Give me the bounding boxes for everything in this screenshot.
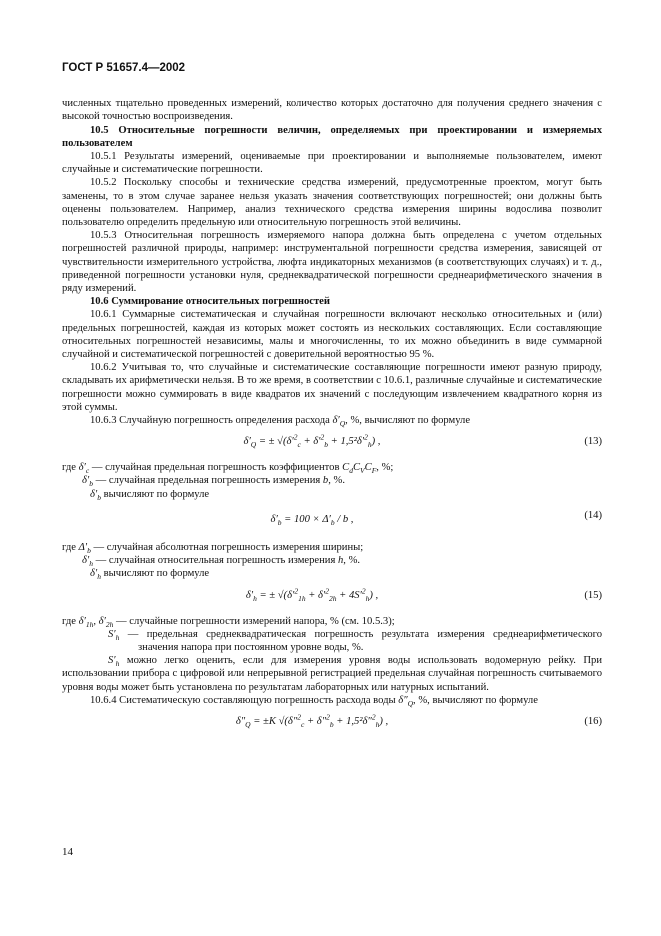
formula-13-expression: $\delta'_Q$ = ± $√(\delta'^2_c + \delta'^2_b + 1,5^2\delta'^2_h)$ , bbox=[243, 432, 381, 450]
formula-13 bbox=[62, 429, 602, 459]
p-10-6-4-text-b: , %, вычисляют по формуле bbox=[413, 694, 538, 706]
formula-13-number: (13) bbox=[584, 436, 602, 448]
def-Delta-b-text: — случайная абсолютная погрешность измерения ширины; bbox=[93, 541, 364, 553]
def-delta-c-tail: , %; bbox=[376, 462, 394, 474]
document-page bbox=[62, 62, 602, 741]
paragraph-10-6-4 bbox=[62, 694, 602, 707]
paragraph-note-registration: $S'_h$ можно легко оценить, если для измерения уровня воды использовать водомерную рейку. При использовании прибора с цифровой или непрерывной регистрацией предельная случайная погрешность считываемого уровня воды может быть установлена по результатам лабораторных или натурных испытаний. bbox=[62, 655, 602, 693]
calc-delta-b: $\delta'_b$ вычисляют по формуле bbox=[90, 488, 210, 502]
def-delta-b-tail: , %. bbox=[328, 475, 345, 487]
definition-delta-1h: где $\delta'_{1h}$, $\delta'_{2h}$ — случайные погрешности измерений напора, % (см. 10.5.3); bbox=[62, 615, 395, 629]
paragraph-10-6-1: 10.6.1 Суммарные систематическая и случайная погрешности включают несколько относительных и (или) предельных погрешностей, каждая из которых может состоять из нескольких составляющих. Если составляющие относительных погрешностей независимы, малы и многочисленны, то их можно объединить в виде суммарной случайной и систематической погрешностей с доверительной вероятностью 95 %. bbox=[62, 309, 602, 361]
formula-14 bbox=[62, 503, 602, 539]
def-delta-b-text: — случайная предельная погрешность измерения bbox=[95, 475, 321, 487]
p-10-6-4-text-a: 10.6.4 Систематическую составляющую погрешность расхода воды bbox=[90, 694, 399, 706]
formula-16 bbox=[62, 709, 602, 739]
def-delta-1h-text: — случайные погрешности измерений напора, % (см. 10.5.3); bbox=[116, 615, 395, 627]
definition-S-h: $S'_h$ — предельная среднеквадратическая погрешность результата измерения среднеарифметического значения напора при постоянном уровне воды, %. bbox=[108, 628, 602, 653]
page-number: 14 bbox=[62, 846, 73, 858]
formula-15-expression: $\delta'_h$ = ± $√(\delta'^2_{1h} + \delta'^2_{2h} + 4S'^2_h)$ , bbox=[245, 585, 379, 603]
def-delta-c-text: — случайная предельная погрешность коэффициентов bbox=[91, 462, 340, 474]
paragraph-10-5-2: 10.5.2 Поскольку способы и технические средства измерений, предусмотренные проектом, могут быть заменены, то в этом случае заранее нельзя указать значения соответствующих погрешностей; они должны быть оценены пользователем. Например, анализ технического средства измерения ширины водослива позволит пользователю определить предельную или относительную погрешность этой величины. bbox=[62, 177, 602, 229]
paragraph-10-5-3: 10.5.3 Относительная погрешность измеряемого напора должна быть определена с учетом отдельных погрешностей различной природы, например: инструментальной погрешности средства измерения, зависящей от чувствительности измерительного устройства, люфта индикаторных механизмов (в соответствующих случаях) и т. д., приведенной погрешности установки нуля, среднеквадратической погрешности среднеарифметического значения в ряду измерений. bbox=[62, 230, 602, 295]
definition-Delta-b: где $\Delta'_b$ — случайная абсолютная погрешность измерения ширины; bbox=[62, 541, 364, 555]
paragraph-10-6-2: 10.6.2 Учитывая то, что случайные и систематические составляющие погрешности имеют разную природу, складывать их арифметически нельзя. В то же время, в соответствии с 10.6.1, различные случайные и систематические погрешности можно суммировать в виде квадратов их значений с последующим извлечением квадратного корня из этой суммы. bbox=[62, 362, 602, 413]
formula-14-number: (14) bbox=[584, 509, 602, 521]
formula-14-expression: $\delta'_b = 100 \times \Delta'_b / b$ , bbox=[270, 513, 354, 527]
symbol-delta-q-sys: $\delta''_Q$ bbox=[398, 694, 414, 708]
where-label: где bbox=[62, 541, 76, 553]
def-S-h-text: — предельная среднеквадратическая погрешность результата измерения среднеарифметического значения напора при постоянном уровне воды, %. bbox=[127, 628, 602, 653]
def-delta-h-text: — случайная относительная погрешность измерения bbox=[95, 555, 336, 567]
formula-16-number: (16) bbox=[584, 715, 602, 727]
calc-by-text: вычисляют по формуле bbox=[103, 488, 210, 500]
calc-delta-h: $\delta'_h$ вычисляют по формуле bbox=[90, 568, 210, 582]
paragraph-10-5-1: 10.5.1 Результаты измерений, оцениваемые при проектировании и выполняемые пользователем, имеют случайные и систематические погрешности. bbox=[62, 151, 602, 176]
standard-header: ГОСТ Р 51657.4—2002 bbox=[62, 62, 186, 74]
p-10-6-3-text-a: 10.6.3 Случайную погрешность определения расхода bbox=[90, 415, 333, 427]
formula-16-expression: $\delta''_Q = \pm K$ √(δ″$^2_c$ + δ″$^2_b$ + 1,5²δ″$^2_h$) , bbox=[235, 712, 389, 730]
heading-10-6: 10.6 Суммирование относительных погрешностей bbox=[90, 296, 330, 308]
paragraph-intro: численных тщательно проведенных измерений, количество которых достаточно для получения среднего значения с высокой точностью воспроизведения. bbox=[62, 98, 602, 123]
definition-delta-c: где $\delta'_c$ — случайная предельная погрешность коэффициентов $C_dC_VC_F$, %; bbox=[62, 462, 394, 476]
calc-by-text: вычисляют по формуле bbox=[103, 568, 210, 580]
note-registration-text: можно легко оценить, если для измерения уровня воды использовать водомерную рейку. При использовании прибора с цифровой или непрерывной регистрацией предельная случайная погрешность считываемого уровня воды может быть установлена по результатам лабораторных или натурных испытаний. bbox=[62, 655, 602, 693]
where-label: где bbox=[62, 615, 76, 627]
formula-15-number: (15) bbox=[584, 589, 602, 601]
paragraph-10-6-3 bbox=[62, 414, 602, 427]
heading-10-5: 10.5 Относительные погрешности величин, определяемых при проектировании и измеряемых пользователем bbox=[62, 124, 602, 149]
p-10-6-3-text-b: , %, вычисляют по формуле bbox=[345, 415, 471, 427]
def-delta-h-tail: , %. bbox=[343, 555, 361, 567]
definition-delta-b: $\delta'_b$ — случайная предельная погрешность измерения b, %. bbox=[82, 475, 345, 489]
symbol-delta-q: $\delta'_Q$ bbox=[332, 415, 346, 429]
where-label: где bbox=[62, 462, 76, 474]
formula-15 bbox=[62, 583, 602, 613]
definition-delta-h: $\delta'_h$ — случайная относительная погрешность измерения h, %. bbox=[82, 555, 361, 569]
